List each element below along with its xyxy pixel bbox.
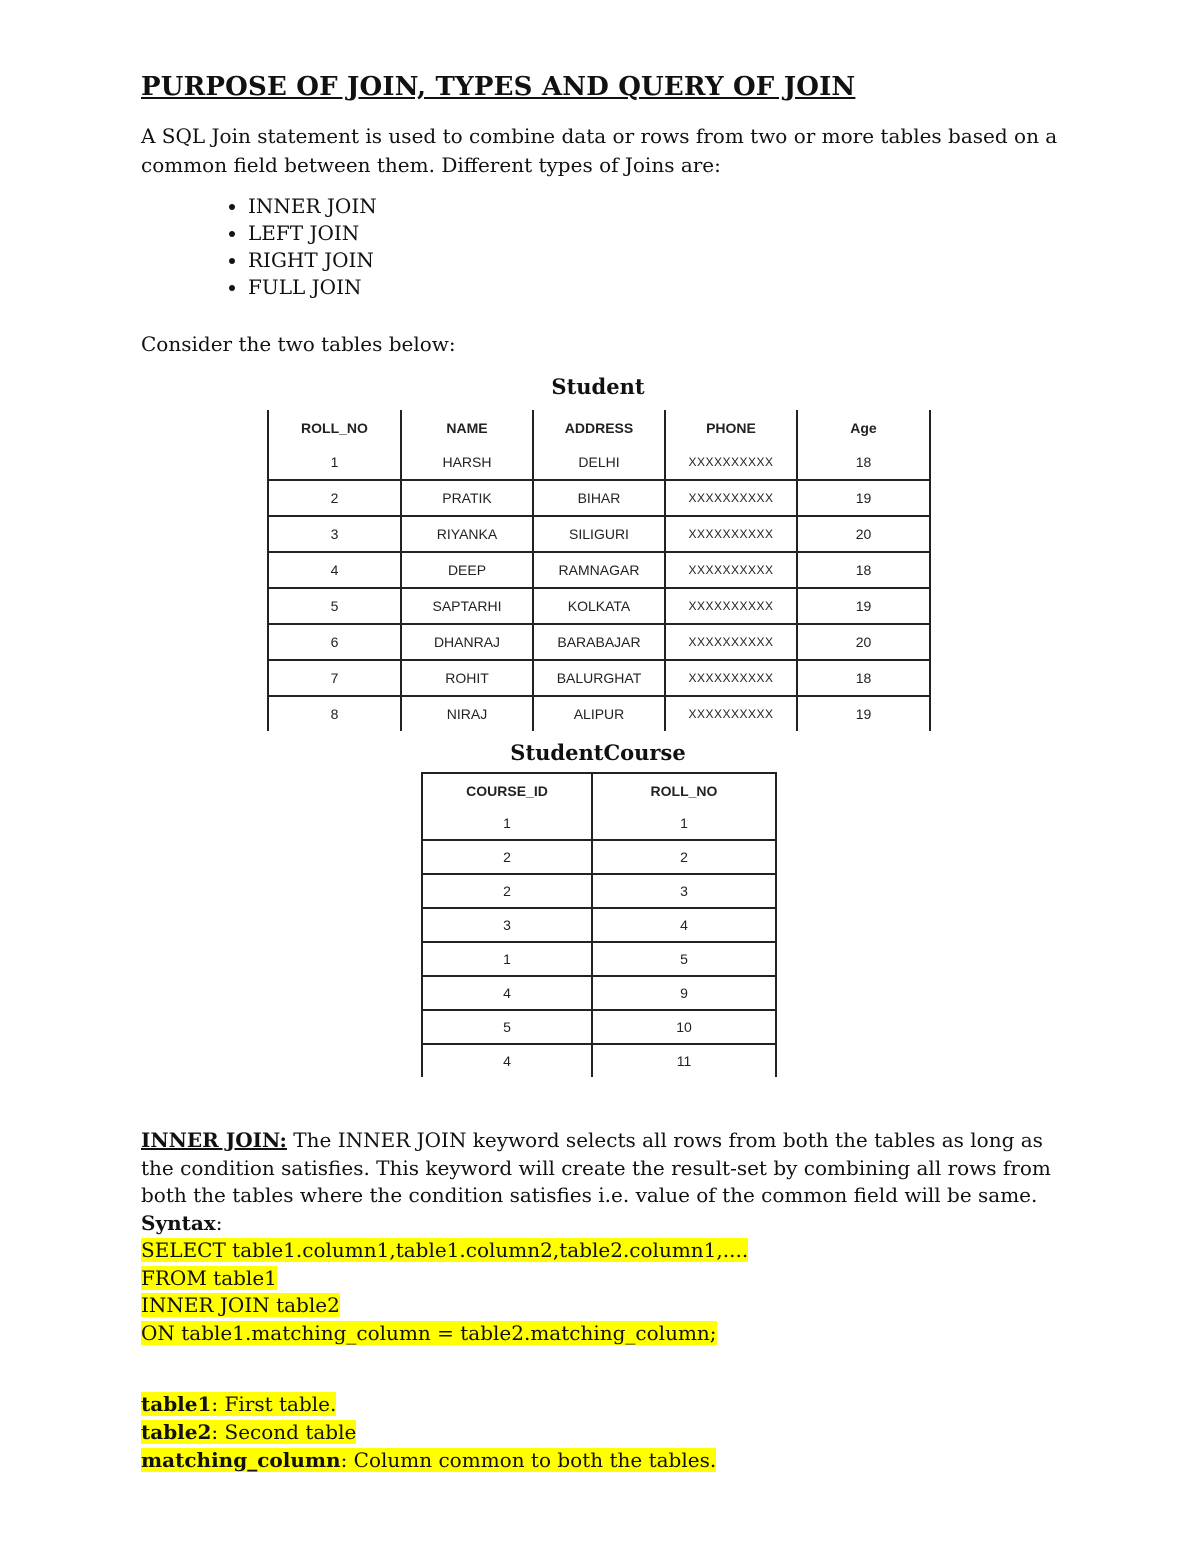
table-row <box>268 588 930 624</box>
code-text: ON table1.matching_column = table2.matching_column; <box>141 1320 717 1345</box>
table-cell: BARABAJAR <box>533 624 665 660</box>
table-cell: 11 <box>592 1044 776 1077</box>
table-row <box>268 552 930 588</box>
table-cell: BIHAR <box>533 480 665 516</box>
inner-join-section <box>141 1127 1071 1347</box>
table-cell: XXXXXXXXXX <box>665 480 797 516</box>
table-cell: 20 <box>797 624 930 660</box>
table-row <box>422 1010 776 1044</box>
table-cell: SAPTARHI <box>401 588 533 624</box>
column-header: ROLL_NO <box>268 410 401 445</box>
table-row <box>422 908 776 942</box>
definition-item <box>141 1418 716 1446</box>
table-cell: 6 <box>268 624 401 660</box>
definition-item <box>141 1390 716 1418</box>
table-cell: 3 <box>422 908 592 942</box>
table-cell: 18 <box>797 552 930 588</box>
table-cell: 1 <box>268 445 401 480</box>
table-cell: 5 <box>268 588 401 624</box>
table-cell: 1 <box>592 807 776 840</box>
table-cell: 5 <box>422 1010 592 1044</box>
table-cell: 2 <box>422 874 592 908</box>
table-cell: 4 <box>592 908 776 942</box>
inner-join-term: INNER JOIN: <box>141 1128 287 1152</box>
table-cell: 4 <box>422 976 592 1010</box>
table-cell: 3 <box>592 874 776 908</box>
table-row <box>422 942 776 976</box>
definition-item <box>141 1446 716 1474</box>
table-cell: BALURGHAT <box>533 660 665 696</box>
table-cell: 7 <box>268 660 401 696</box>
table-row <box>422 840 776 874</box>
course-table-title: StudentCourse <box>510 740 686 765</box>
table-cell: 19 <box>797 588 930 624</box>
table-cell: XXXXXXXXXX <box>665 588 797 624</box>
join-types-list <box>208 193 377 301</box>
student-course-table <box>421 772 777 1077</box>
intro-paragraph: A SQL Join statement is used to combine data or rows from two or more tables based on a common field between them. Different types of Joins are: <box>141 124 1058 177</box>
table-cell: XXXXXXXXXX <box>665 696 797 731</box>
list-item: • INNER JOIN <box>248 193 377 220</box>
table-cell: 8 <box>268 696 401 731</box>
table-cell: 10 <box>592 1010 776 1044</box>
definition-term: table2 <box>141 1420 212 1444</box>
table-cell: 5 <box>592 942 776 976</box>
table-cell: 2 <box>592 840 776 874</box>
table-cell: ROHIT <box>401 660 533 696</box>
table-cell: NIRAJ <box>401 696 533 731</box>
table-row <box>422 807 776 840</box>
table-row <box>268 696 930 731</box>
table-row <box>268 516 930 552</box>
syntax-colon: : <box>215 1210 223 1235</box>
table-cell: RIYANKA <box>401 516 533 552</box>
consider-text: Consider the two tables below: <box>141 332 456 356</box>
table-row <box>268 624 930 660</box>
list-item: • LEFT JOIN <box>248 220 377 247</box>
table-header-row <box>268 410 930 445</box>
column-header: ROLL_NO <box>592 773 776 807</box>
table-cell: 18 <box>797 660 930 696</box>
definition-text: : First table. <box>211 1392 337 1416</box>
code-line <box>141 1320 1071 1348</box>
table-cell: 4 <box>422 1044 592 1077</box>
table-cell: PRATIK <box>401 480 533 516</box>
table-cell: 4 <box>268 552 401 588</box>
table-cell: 2 <box>422 840 592 874</box>
table-cell: 3 <box>268 516 401 552</box>
code-line <box>141 1237 1071 1265</box>
table-cell: DEEP <box>401 552 533 588</box>
student-table <box>267 410 931 731</box>
column-header: COURSE_ID <box>422 773 592 807</box>
code-text: FROM table1 <box>141 1265 277 1290</box>
table-cell: 18 <box>797 445 930 480</box>
table-cell: 1 <box>422 807 592 840</box>
table-header-row <box>422 773 776 807</box>
table-cell: XXXXXXXXXX <box>665 445 797 480</box>
table-row <box>422 874 776 908</box>
page-title: PURPOSE OF JOIN, TYPES AND QUERY OF JOIN <box>141 72 856 102</box>
definition-term: matching_column <box>141 1448 341 1472</box>
definition-text: : Column common to both the tables. <box>340 1448 717 1472</box>
column-header: NAME <box>401 410 533 445</box>
table-cell: RAMNAGAR <box>533 552 665 588</box>
table-cell: 19 <box>797 696 930 731</box>
column-header: Age <box>797 410 930 445</box>
table-cell: 2 <box>268 480 401 516</box>
table-row <box>422 976 776 1010</box>
table-cell: 9 <box>592 976 776 1010</box>
table-cell: XXXXXXXXXX <box>665 516 797 552</box>
code-line <box>141 1292 1071 1320</box>
table-cell: XXXXXXXXXX <box>665 552 797 588</box>
table-row <box>422 1044 776 1077</box>
definitions-list <box>141 1390 716 1474</box>
list-item: • RIGHT JOIN <box>248 247 377 274</box>
column-header: ADDRESS <box>533 410 665 445</box>
table-cell: DHANRAJ <box>401 624 533 660</box>
definition-term: table1 <box>141 1392 212 1416</box>
code-text: SELECT table1.column1,table1.column2,table2.column1,.... <box>141 1238 749 1262</box>
column-header: PHONE <box>665 410 797 445</box>
inner-join-description: The INNER JOIN keyword selects all rows from both the tables as long as the condition satisfies. This keyword will create the result-set by combining all rows from both the tables where the condition satisfies i.e. value of the common field will be same. <box>141 1128 1051 1207</box>
table-cell: KOLKATA <box>533 588 665 624</box>
student-table-title: Student <box>551 374 645 399</box>
table-cell: 1 <box>422 942 592 976</box>
table-cell: 20 <box>797 516 930 552</box>
table-cell: 19 <box>797 480 930 516</box>
code-line <box>141 1265 1071 1293</box>
table-cell: XXXXXXXXXX <box>665 660 797 696</box>
table-row <box>268 445 930 480</box>
definition-text: : Second table <box>211 1420 357 1444</box>
table-cell: DELHI <box>533 445 665 480</box>
table-cell: XXXXXXXXXX <box>665 624 797 660</box>
table-row <box>268 480 930 516</box>
table-cell: ALIPUR <box>533 696 665 731</box>
table-row <box>268 660 930 696</box>
syntax-label: Syntax <box>141 1210 216 1235</box>
code-text: INNER JOIN table2 <box>141 1293 340 1317</box>
table-cell: HARSH <box>401 445 533 480</box>
table-cell: SILIGURI <box>533 516 665 552</box>
list-item: • FULL JOIN <box>248 274 377 301</box>
